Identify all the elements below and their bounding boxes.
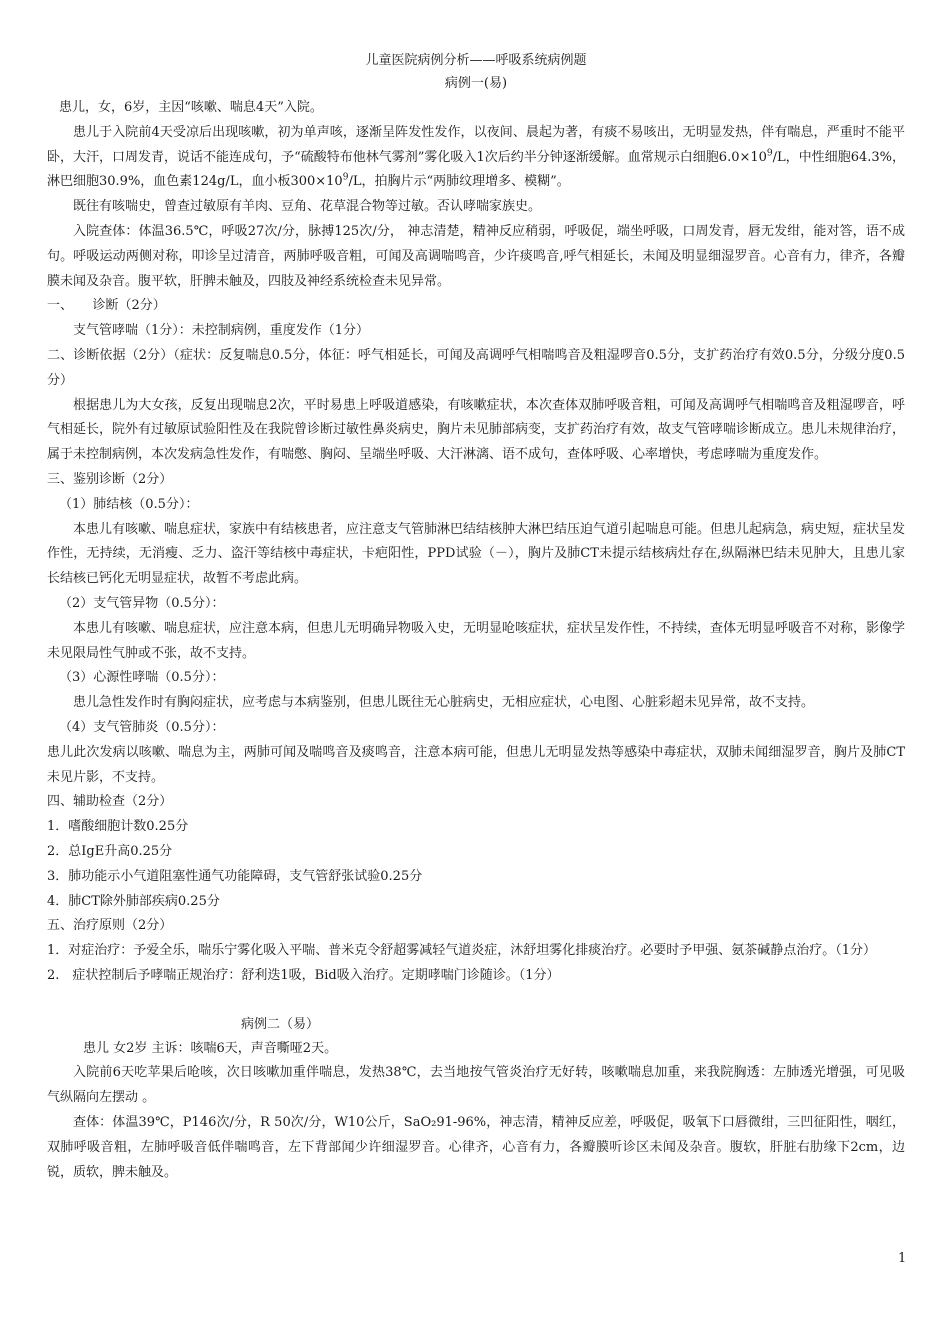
differential-4-title: （4）支气管肺炎（0.5分）： (59, 719, 225, 735)
section-basis-title: 二、诊断依据（2分）（症状：反复喘息0.5分，体征：呼气相延长，可闻及高调呼气相喘鸣音及粗湿啰音0.5分，支扩药治疗有效0.5分，分级分度0.5分） (47, 347, 905, 388)
case1-heading: 病例一(易) (444, 76, 508, 91)
section-diagnosis-title: 一、 诊断（2分） (47, 298, 166, 314)
case1-physical-exam: 入院查体：体温36.5℃，呼吸27次/分，脉搏125次/分， 神志清楚，精神反应稍弱，呼吸促，端坐呼吸，口周发青，唇无发绀，能对答，语不成句。呼吸运动两侧对称，叩诊呈过清音，两肺呼吸音粗，可闻及高调喘鸣音，少许痰鸣音,呼气相延长，未闻及明显细湿罗音。心音有力，律齐，各瓣膜未闻及杂音。腹平软，肝脾未触及，四肢及神经系统检查未见异常。 (47, 223, 905, 289)
case1-history-part-a: 患儿于入院前4天受凉后出现咳嗽，初为单声咳，逐渐呈阵发性发作，以夜间、晨起为著，有痰不易咳出，无明显发热，伴有喘息，严重时不能平卧，大汗，口周发青，说话不能连成句，予“硫酸特布他林气雾剂”雾化吸入1次后约半分钟逐渐缓解。血常规示白细胞6.0×10 (47, 124, 905, 165)
case2-history: 入院前6天吃苹果后呛咳，次日咳嗽加重伴喘息，发热38℃，去当地按气管炎治疗无好转，咳嗽喘息加重，来我院胸透：左肺透光增强，可见吸气纵隔向左摆动 。 (47, 1065, 905, 1106)
case2-physical-exam: 查体：体温39℃，P146次/分，R 50次/分，W10公斤，SaO₂91-96%，神志清，精神反应差，呼吸促，吸氧下口唇微绀，三凹征阳性，咽红，双肺呼吸音粗，左肺呼吸音低伴喘鸣音，左下背部闻少许细湿罗音。心律齐，心音有力，各瓣膜听诊区未闻及杂音。腹软，肝脏右肋缘下2cm，边锐，质软，脾未触及。 (47, 1115, 905, 1180)
case1-history (47, 121, 905, 195)
differential-2-title: （2）支气管异物（0.5分）： (59, 595, 225, 611)
case1-chief-complaint: 患儿，女，6岁，主因“咳嗽、喘息4天”入院。 (59, 100, 323, 115)
document-title: 儿童医院病例分析——呼吸系统病例题 (365, 53, 587, 68)
spacer (47, 989, 905, 1013)
differential-1-body: 本患儿有咳嗽、喘息症状，家族中有结核患者，应注意支气管肺淋巴结结核肿大淋巴结压迫气道引起喘息可能。但患儿起病急，病史短，症状呈发作性，无持续，无消瘦、乏力、盗汗等结核中毒症状，卡疤阳性，PPD试验（－），胸片及肺CT未提示结核病灶存在,纵隔淋巴结未见肿大，且患儿家长结核已钙化无明显症状，故暂不考虑此病。 (47, 521, 906, 587)
case2-chief-complaint: 患儿 女2岁 主诉：咳喘6天，声音嘶哑2天。 (83, 1040, 338, 1056)
differential-3-body: 患儿急性发作时有胸闷症状，应考虑与本病鉴别，但患儿既往无心脏病史，无相应症状，心电图、心脏彩超未见异常，故不支持。 (73, 695, 815, 711)
differential-3-title: （3）心源性哮喘（0.5分）： (59, 670, 225, 686)
section-basis-body: 根据患儿为大女孩，反复出现喘息2次，平时易患上呼吸道感染，有咳嗽症状，本次查体双肺呼吸音粗，可闻及高调呼气相喘鸣音及粗湿啰音，呼气相延长，院外有过敏原试验阳性及在我院曾诊断过敏性鼻炎病史，胸片未见肺部病变，支扩药治疗有效，故支气管哮喘诊断成立。患儿未规律治疗，属于未控制病例，本次发病急性发作，有喘憋、胸闷、呈端坐呼吸、大汗淋漓、语不成句，查体呼吸、心率增快，考虑哮喘为重度发作。 (47, 397, 906, 463)
auxiliary-item: 3．肺功能示小气道阻塞性通气功能障碍，支气管舒张试验0.25分 (47, 868, 423, 884)
section-differential-title: 三、鉴别诊断（2分） (47, 471, 173, 487)
document-page (47, 50, 905, 1185)
case1-history-sup2: 9 (342, 173, 349, 184)
differential-1-title: （1）肺结核（0.5分）： (59, 496, 199, 512)
case2-heading: 病例二（易） (241, 1016, 320, 1032)
case1-history-sup1: 9 (766, 148, 773, 159)
section-diagnosis-body: 支气管哮喘（1分）：未控制病例，重度发作（1分） (73, 323, 370, 339)
differential-4-body: 患儿此次发病以咳嗽、喘息为主，两肺可闻及喘鸣音及痰鸣音，注意本病可能，但患儿无明显发热等感染中毒症状，双肺未闻细湿罗音，胸片及肺CT未见片影，不支持。 (47, 744, 905, 785)
differential-2-body: 本患儿有咳嗽、喘息症状，应注意本病，但患儿无明确异物吸入史，无明显呛咳症状，症状呈发作性，不持续，查体无明显呼吸音不对称，影像学未见限局性气肿或不张，故不支持。 (47, 620, 906, 661)
auxiliary-item: 1．嗜酸细胞计数0.25分 (47, 819, 189, 835)
case1-past-history: 既往有咳喘史，曾查过敏原有羊肉、豆角、花草混合物等过敏。否认哮喘家族史。 (73, 199, 542, 215)
section-treatment-title: 五、治疗原则（2分） (47, 918, 173, 934)
treatment-item-2: 2. 症状控制后予哮喘正规治疗：舒利迭1吸，Bid吸入治疗。定期哮喘门诊随诊。（1分） (47, 967, 560, 983)
case1-history-part-b: /L，中性细胞64.3%，淋巴细胞30.9%，血色素124g/L，血小板300×10 (47, 149, 905, 190)
treatment-item-1: 1．对症治疗：予爱全乐，喘乐宁雾化吸入平喘、普米克令舒超雾减轻气道炎症，沐舒坦雾化排痰治疗。必要时予甲强、氨茶碱静点治疗。（1分） (47, 943, 877, 959)
section-auxiliary-title: 四、辅助检查（2分） (47, 794, 173, 810)
case1-history-part-c: /L，拍胸片示“两肺纹理增多、模糊”。 (348, 174, 570, 190)
auxiliary-item: 2．总IgE升高0.25分 (47, 843, 173, 859)
auxiliary-item: 4．肺CT除外肺部疾病0.25分 (47, 893, 220, 909)
page-number: 1 (898, 1251, 907, 1266)
